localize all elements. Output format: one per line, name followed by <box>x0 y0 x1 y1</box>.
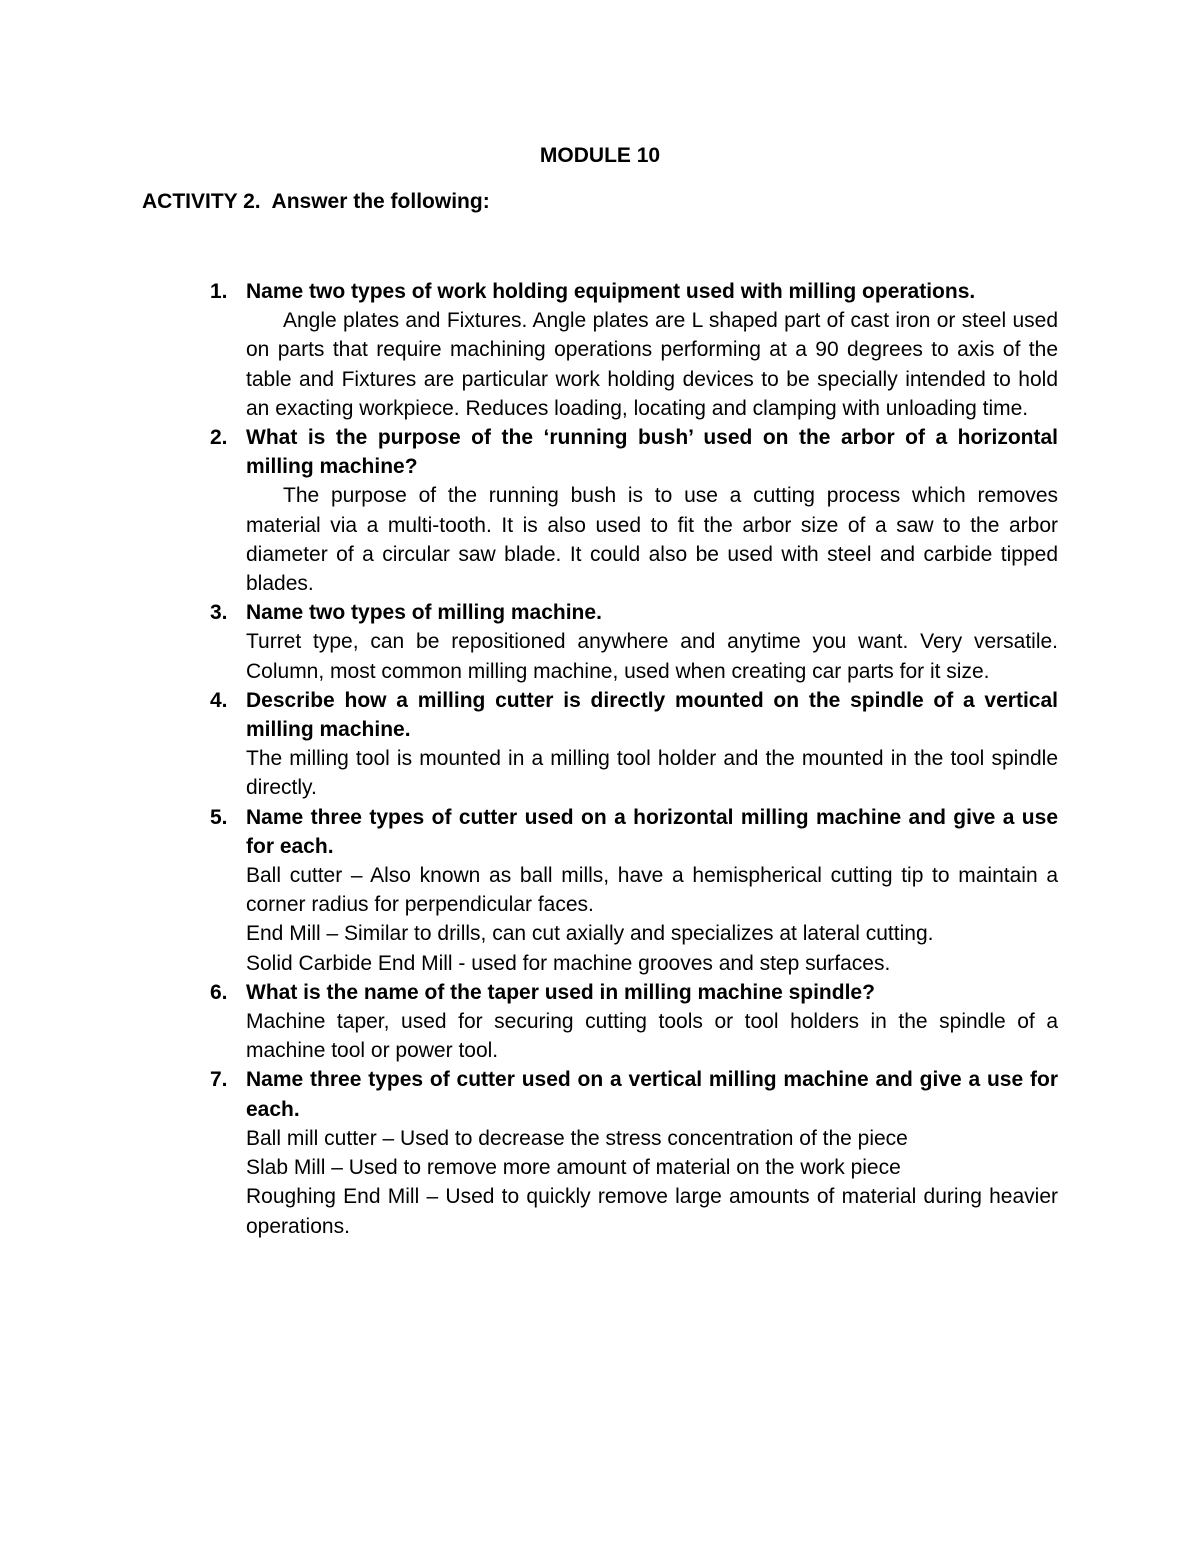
answer-text: Angle plates and Fixtures. Angle plates are L shaped part of cast iron or steel used on parts that require machining operations performing at a 90 degrees to axis of the table and Fixtures are particular work holding devices to be specially intended to hold an exacting workpiece. Reduces loading, locating and clamping with unloading time. <box>246 309 1058 420</box>
answer-text: The purpose of the running bush is to use a cutting process which removes material via a multi-tooth. It is also used to fit the arbor size of a saw to the arbor diameter of a circular saw blade. It could also be used with steel and carbide tipped blades. <box>246 484 1058 596</box>
question-number: 7. <box>210 1068 228 1092</box>
question-item-1 <box>210 277 1058 423</box>
question-item-3 <box>210 598 1058 686</box>
answer-text: Ball cutter – Also known as ball mills, have a hemispherical cutting tip to maintain a corner radius for perpendicular faces. <box>246 864 1058 917</box>
answer-text: Ball mill cutter – Used to decrease the stress concentration of the piece <box>246 1126 908 1150</box>
question-text: Name two types of work holding equipment used with milling operations. <box>246 280 976 303</box>
activity-heading: ACTIVITY 2. Answer the following: <box>142 190 490 213</box>
question-number: 1. <box>210 280 228 303</box>
question-number: 4. <box>210 688 228 712</box>
answer-text: The milling tool is mounted in a milling tool holder and the mounted in the tool spindle directly. <box>246 747 1058 800</box>
question-item-2 <box>210 423 1058 598</box>
question-number: 2. <box>210 426 228 450</box>
question-item-4 <box>210 686 1058 803</box>
question-text: Name two types of milling machine. <box>246 601 602 625</box>
question-text: Name three types of cutter used on a horizontal milling machine and give a use for each. <box>246 805 1058 858</box>
page-title: MODULE 10 <box>539 144 661 167</box>
answer-text: Turret type, can be repositioned anywhere and anytime you want. Very versatile. Column, most common milling machine, used when creating car parts for it size. <box>246 630 1058 683</box>
answer-text: Solid Carbide End Mill - used for machine grooves and step surfaces. <box>246 951 891 975</box>
question-number: 6. <box>210 980 228 1004</box>
question-text: What is the name of the taper used in milling machine spindle? <box>246 980 875 1004</box>
answer-text: End Mill – Similar to drills, can cut axially and specializes at lateral cutting. <box>246 922 934 946</box>
question-number: 5. <box>210 805 228 829</box>
question-text: Name three types of cutter used on a vertical milling machine and give a use for each. <box>246 1068 1058 1121</box>
question-item-6 <box>210 978 1058 1066</box>
question-text: What is the purpose of the ‘running bush’ used on the arbor of a horizontal milling machine? <box>246 426 1058 479</box>
question-item-7 <box>210 1065 1058 1240</box>
answer-text: Roughing End Mill – Used to quickly remove large amounts of material during heavier operations. <box>246 1185 1058 1238</box>
question-number: 3. <box>210 601 228 625</box>
question-list <box>210 277 1058 1241</box>
question-text: Describe how a milling cutter is directly mounted on the spindle of a vertical milling machine. <box>246 688 1058 742</box>
answer-text: Machine taper, used for securing cutting tools or tool holders in the spindle of a machine tool or power tool. <box>246 1010 1058 1063</box>
answer-text: Slab Mill – Used to remove more amount of material on the work piece <box>246 1156 901 1180</box>
question-item-5 <box>210 803 1058 978</box>
